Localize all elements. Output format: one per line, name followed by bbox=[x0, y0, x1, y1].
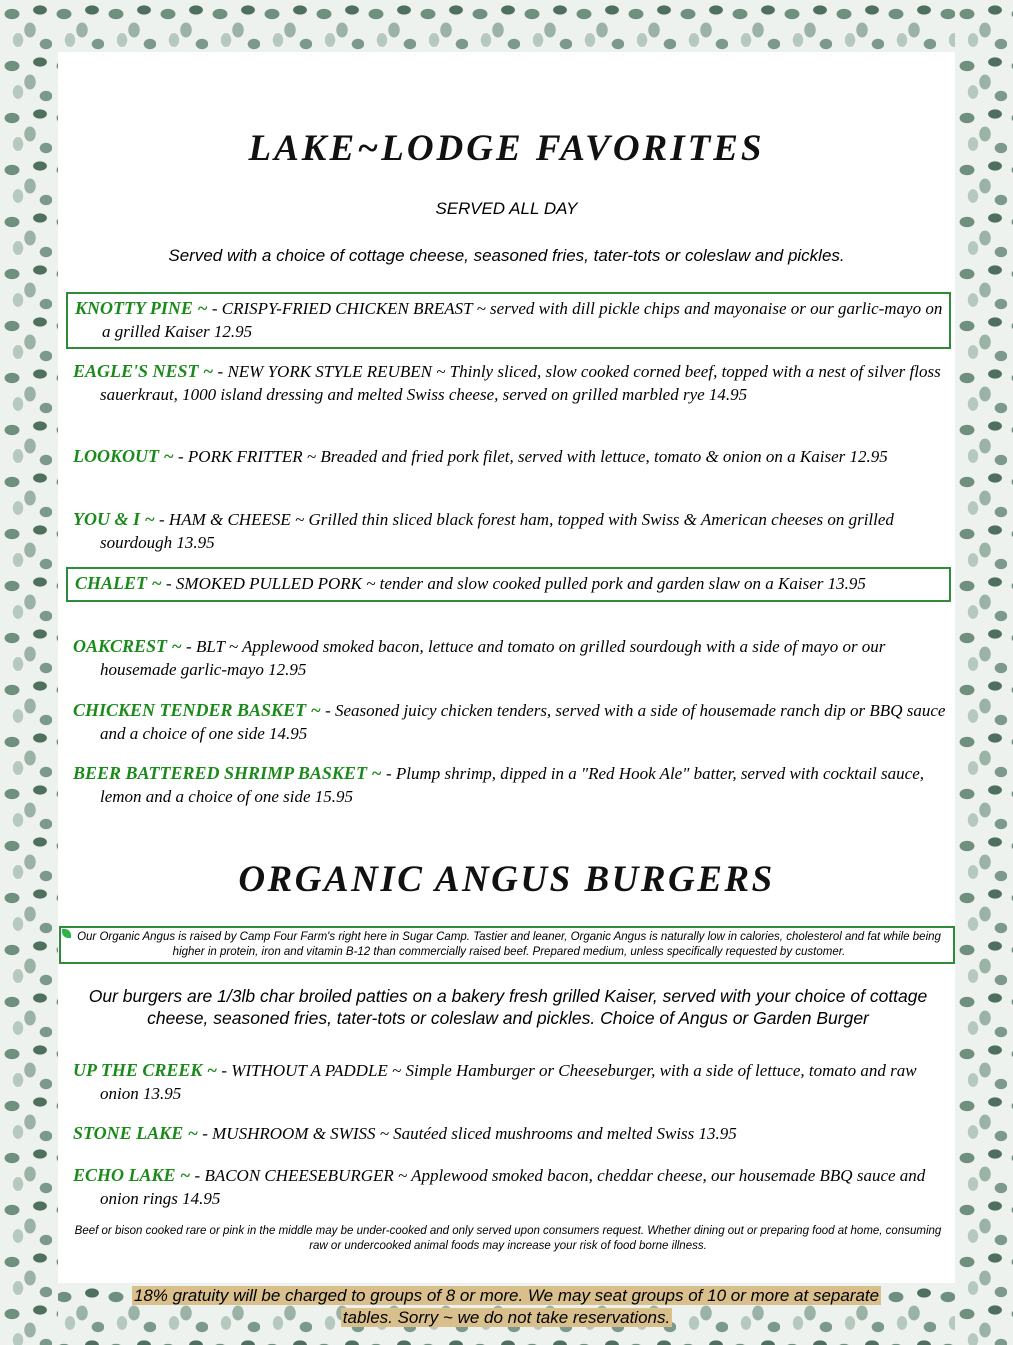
menu-item-eagles-nest bbox=[73, 360, 950, 406]
menu-item-you-and-i bbox=[73, 508, 950, 554]
menu-item-desc: - Plump shrimp, dipped in a "Red Hook Ale" batter, served with cocktail sauce, lemon and a choice of one side 15.95 bbox=[100, 764, 924, 806]
gratuity-line-2: tables. Sorry ~ we do not take reservations. bbox=[342, 1308, 671, 1327]
menu-item-desc: - HAM & CHEESE ~ Grilled thin sliced black forest ham, topped with Swiss & American cheeses on grilled sourdough 13.95 bbox=[100, 510, 894, 552]
gratuity-line-1: 18% gratuity will be charged to groups of 8 or more. We may seat groups of 10 or more at separate bbox=[133, 1286, 880, 1305]
menu-item-name: KNOTTY PINE ~ bbox=[75, 298, 208, 318]
organic-angus-note: Our Organic Angus is raised by Camp Four Farm's right here in Sugar Camp. Tastier and leaner, Organic Angus is naturally low in calories, cholesterol and fat while being higher in protein, iron and vitamin B-12 than commercially raised beef. Prepared medium, unless specifically requested by customer. bbox=[59, 926, 955, 964]
menu-item-up-the-creek bbox=[73, 1059, 950, 1105]
menu-item-name: CHALET ~ bbox=[75, 573, 162, 593]
menu-item-desc: - PORK FRITTER ~ Breaded and fried pork filet, served with lettuce, tomato & onion on a Kaiser 12.95 bbox=[173, 447, 888, 466]
menu-item-name: BEER BATTERED SHRIMP BASKET ~ bbox=[73, 763, 382, 783]
menu-item-knotty-pine bbox=[66, 292, 951, 349]
menu-item-shrimp-basket bbox=[73, 762, 950, 808]
menu-item-echo-lake bbox=[73, 1164, 950, 1210]
menu-item-stone-lake bbox=[73, 1122, 950, 1146]
menu-item-name: EAGLE'S NEST ~ bbox=[73, 361, 214, 381]
served-all-day-note: SERVED ALL DAY bbox=[435, 199, 578, 218]
menu-item-chicken-tender-basket bbox=[73, 699, 950, 745]
menu-item-desc: - Seasoned juicy chicken tenders, served with a side of housemade ranch dip or BBQ sauce and a choice of one side 14.95 bbox=[100, 701, 946, 743]
menu-item-name: YOU & I ~ bbox=[73, 509, 155, 529]
menu-item-chalet bbox=[66, 567, 951, 602]
menu-item-name: UP THE CREEK ~ bbox=[73, 1060, 218, 1080]
menu-item-desc: - BACON CHEESEBURGER ~ Applewood smoked bacon, cheddar cheese, our housemade BBQ sauce and onion rings 14.95 bbox=[100, 1166, 926, 1208]
menu-item-desc: - CRISPY-FRIED CHICKEN BREAST ~ served with dill pickle chips and mayonaise or our garlic-mayo on a grilled Kaiser 12.95 bbox=[102, 299, 943, 341]
served-with-note: Served with a choice of cottage cheese, seasoned fries, tater-tots or coleslaw and pickles. bbox=[168, 246, 845, 265]
menu-item-desc: - SMOKED PULLED PORK ~ tender and slow cooked pulled pork and garden slaw on a Kaiser 13.95 bbox=[161, 574, 866, 593]
menu-item-name: STONE LAKE ~ bbox=[73, 1123, 198, 1143]
burger-intro: Our burgers are 1/3lb char broiled patties on a bakery fresh grilled Kaiser, served with your choice of cottage cheese, seasoned fries, tater-tots or coleslaw and pickles. Choice of Angus or Garden Burger bbox=[88, 986, 928, 1028]
burgers-title: ORGANIC ANGUS BURGERS bbox=[238, 859, 775, 900]
menu-item-desc: - NEW YORK STYLE REUBEN ~ Thinly sliced, slow cooked corned beef, topped with a nest of silver floss sauerkraut, 1000 island dressing and melted Swiss cheese, served on grilled marbled rye 14.95 bbox=[100, 362, 941, 404]
consumer-advisory: Beef or bison cooked rare or pink in the middle may be under-cooked and only served upon consumers request. Whether dining out or preparing food at home, consuming raw or undercooked animal foods may increase your risk of food borne illness. bbox=[74, 1225, 942, 1252]
menu-item-desc: - BLT ~ Applewood smoked bacon, lettuce and tomato on grilled sourdough with a side of mayo or our housemade garlic-mayo 12.95 bbox=[100, 637, 886, 679]
menu-item-desc: - WITHOUT A PADDLE ~ Simple Hamburger or Cheeseburger, with a side of lettuce, tomato and raw onion 13.95 bbox=[100, 1061, 917, 1103]
menu-item-name: OAKCREST ~ bbox=[73, 636, 182, 656]
menu-item-name: ECHO LAKE ~ bbox=[73, 1165, 191, 1185]
gratuity-notice bbox=[0, 1285, 1013, 1329]
menu-item-oakcrest bbox=[73, 635, 950, 681]
menu-item-lookout bbox=[73, 445, 950, 469]
menu-item-name: CHICKEN TENDER BASKET ~ bbox=[73, 700, 321, 720]
menu-item-name: LOOKOUT ~ bbox=[73, 446, 174, 466]
menu-item-desc: - MUSHROOM & SWISS ~ Sautéed sliced mushrooms and melted Swiss 13.95 bbox=[197, 1124, 737, 1143]
favorites-title: LAKE~LODGE FAVORITES bbox=[248, 128, 765, 169]
